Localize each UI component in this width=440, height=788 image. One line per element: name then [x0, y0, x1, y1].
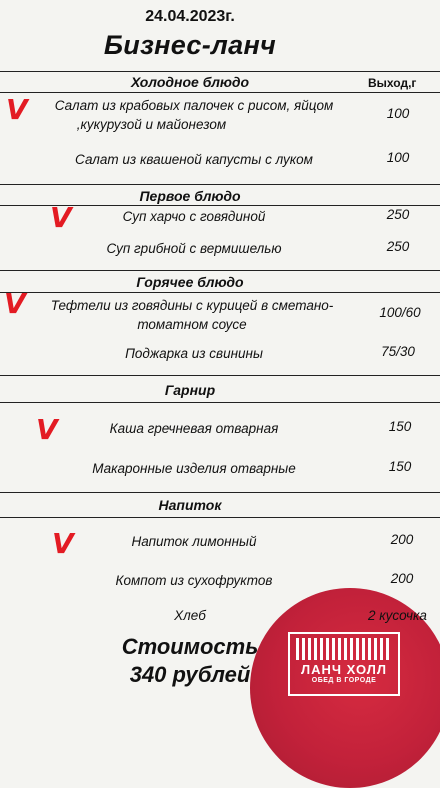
menu-item-line: Компот из сухофруктов [115, 573, 273, 588]
menu-item-output: 200 [390, 532, 414, 547]
menu-item-line: ,кукурузой и майонезом [76, 117, 227, 132]
price-label: Стоимость [121, 634, 259, 659]
divider [0, 71, 440, 72]
menu-item-output: 250 [386, 207, 410, 222]
menu-item-line: Суп грибной с вермишелью [106, 241, 282, 256]
barcode-graphic [296, 638, 392, 660]
menu-item-output: 150 [388, 419, 412, 434]
menu-title: Бизнес-ланч [103, 30, 277, 60]
section-first-course: Первое блюдо [139, 188, 241, 204]
menu-item-line: Тефтели из говядины с курицей в сметано- [50, 298, 334, 313]
section-drink: Напиток [158, 497, 222, 513]
menu-item-line: Каша гречневая отварная [109, 421, 279, 436]
menu-item-line: Макаронные изделия отварные [92, 461, 296, 476]
output-header: Выход,г [368, 76, 417, 90]
divider [0, 292, 440, 293]
divider [0, 492, 440, 493]
menu-item-output: 100 [386, 150, 410, 165]
divider [0, 184, 440, 185]
divider [0, 517, 440, 518]
section-cold-dish: Холодное блюдо [130, 74, 250, 90]
menu-date: 24.04.2023г. [145, 8, 235, 25]
menu-item-line: Салат из квашеной капусты с луком [75, 152, 313, 167]
divider [0, 402, 440, 403]
check-mark-icon: V [36, 413, 58, 446]
bread-value: 2 кусочка [368, 608, 427, 623]
menu-item-line: Поджарка из свинины [125, 346, 263, 361]
menu-item-line: Напиток лимонный [131, 534, 257, 549]
divider [0, 92, 440, 93]
menu-item-output: 200 [390, 571, 414, 586]
divider [0, 375, 440, 376]
check-mark-icon: V [50, 201, 72, 234]
divider [0, 270, 440, 271]
check-mark-icon: V [52, 527, 74, 560]
menu-item-output: 75/30 [381, 344, 415, 359]
menu-item-line: Салат из крабовых палочек с рисом, яйцом [54, 98, 334, 113]
logo-subtitle: ОБЕД В ГОРОДЕ [311, 677, 377, 684]
menu-item-line: томатном соусе [137, 317, 247, 332]
logo-text: ЛАНЧ ХОЛЛ [300, 662, 387, 677]
price-value: 340 рублей [129, 662, 251, 687]
menu-item-line: Суп харчо с говядиной [122, 209, 266, 224]
menu-item-output: 150 [388, 459, 412, 474]
menu-item-output: 250 [386, 239, 410, 254]
check-mark-icon: V [4, 287, 26, 320]
menu-item-output: 100 [386, 106, 410, 121]
menu-item-output: 100/60 [379, 305, 421, 320]
check-mark-icon: V [6, 93, 28, 126]
bread-label: Хлеб [174, 608, 206, 623]
section-hot-dish: Горячее блюдо [136, 274, 244, 290]
section-garnish: Гарнир [164, 382, 216, 398]
lunch-hall-logo [288, 632, 400, 696]
